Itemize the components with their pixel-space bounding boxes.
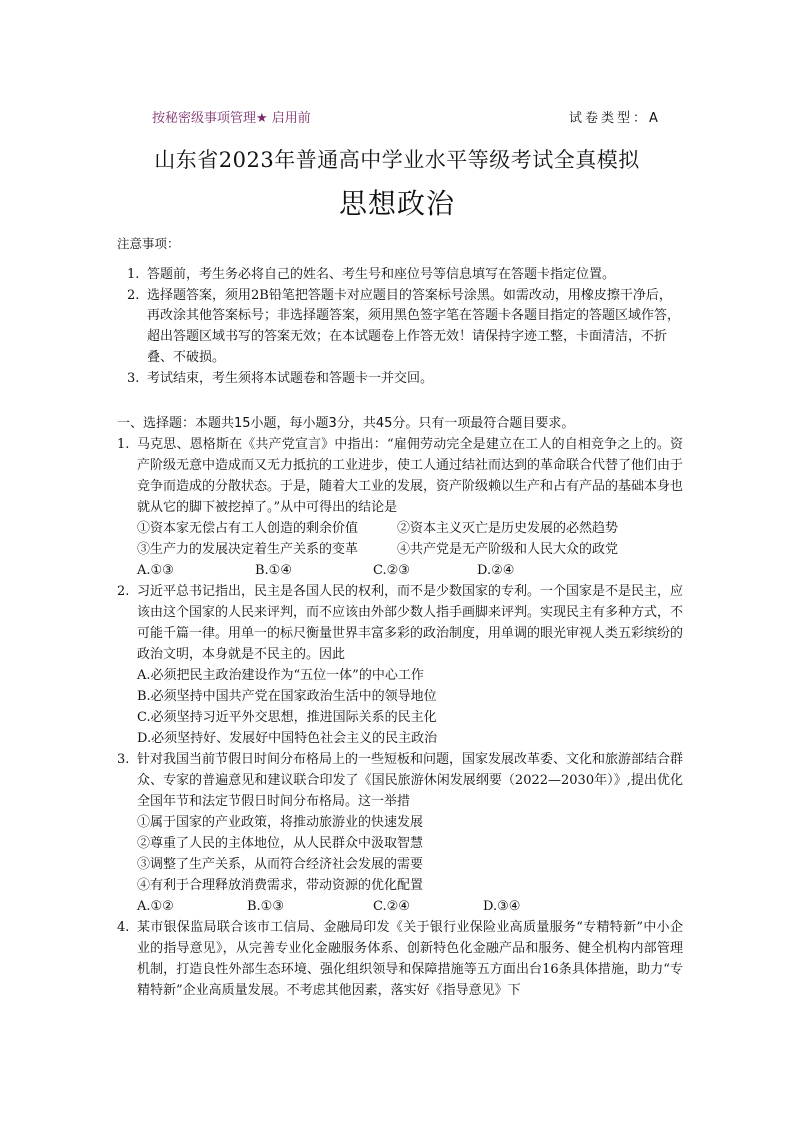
statement: ①资本家无偿占有工人创造的剩余价值 (137, 521, 359, 536)
notice-item (127, 369, 683, 390)
notice-number: 1. (127, 267, 140, 282)
notice-number: 2. (127, 287, 140, 303)
statement: ①属于国家的产业政策，将推动旅游业的快速发展 (137, 815, 424, 830)
question-number: 4. (117, 920, 130, 935)
option-d: D.②④ (477, 563, 515, 578)
options-row (137, 560, 683, 581)
statement: ②资本主义灭亡是历史发展的必然趋势 (397, 521, 619, 536)
notice-text: 考试结束，考生须将本试题卷和答题卡一并交回。 (147, 370, 434, 386)
option-b: B.①④ (255, 563, 292, 578)
notice-item (127, 286, 683, 369)
question-4 (117, 917, 683, 1001)
question-list (117, 434, 683, 1001)
notice-text: 选择题答案，须用2B铅笔把答题卡对应题目的答案标号涂黑。如需改动，用橡皮擦干净后，再改涂其他答案标号；非选择题答案，须用黑色签字笔在答题卡各题目指定的答题区域作答，超出答题区域书写的答案无效；在本试题卷上作答无效！请保持字迹工整，卡面清洁，不折叠、不破损。 (147, 287, 681, 365)
option-d: D.③④ (483, 899, 521, 914)
question-number: 1. (117, 437, 130, 452)
option-c: C.②③ (373, 563, 410, 578)
notice-number: 3. (127, 370, 140, 386)
question-stem: 习近平总书记指出，民主是各国人民的权利，而不是少数国家的专利。一个国家是不是民主，应该由这个国家的人民来评判，而不应该由外部少数人指手画脚来评判。实现民主有多种方式，不可能千篇一律。用单一的标尺衡量世界丰富多彩的政治制度，用单调的眼光审视人类五彩缤纷的政治文明，本身就是不民主的。因此 (137, 584, 684, 662)
confidentiality-label: 按秘密级事项管理★ 启用前 (152, 111, 311, 126)
notice-item (127, 265, 683, 286)
question-number: 2. (117, 584, 130, 599)
question-stem: 马克思、恩格斯在《共产党宣言》中指出：“雇佣劳动完全是建立在工人的自相竞争之上的。资产阶级无意中造成而又无力抵抗的工业进步，使工人通过结社而达到的革命联合代替了他们由于竞争而造成的分散状态。于是，随着大工业的发展，资产阶级赖以生产和占有产品的基础本身也就从它的脚下被挖掉了。”从中可得出的结论是 (137, 437, 684, 515)
option-a: A.必须把民主政治建设作为“五位一体”的中心工作 (137, 668, 424, 683)
statement: ②尊重了人民的主体地位，从人民群众中汲取智慧 (137, 836, 424, 851)
question-stem: 某市银保监局联合该市工信局、金融局印发《关于银行业保险业高质量服务“专精特新”中小企业的指导意见》，从完善专业化金融服务体系、创新特色化金融产品和服务、健全机构内部管理机制，打造良性外部生态环境、强化组织领导和保障措施等五方面出台16条具体措施，助力“专精特新”企业高质量发展。不考虑其他因素，落实好《指导意见》下 (137, 920, 683, 998)
option-c: C.必须坚持习近平外交思想，推进国际关系的民主化 (137, 710, 437, 725)
notice-text: 答题前，考生务必将自己的姓名、考生号和座位号等信息填写在答题卡指定位置。 (147, 267, 616, 282)
notice-list (127, 265, 683, 389)
notice-heading: 注意事项： (117, 236, 180, 251)
option-d: D.必须坚持好、发展好中国特色社会主义的民主政治 (137, 731, 438, 746)
question-stem: 针对我国当前节假日时间分布格局上的一些短板和问题，国家发展改革委、文化和旅游部结合群众、专家的普遍意见和建议联合印发了《国民旅游休闲发展纲要（2022—2030年）》,提出优化全国年节和法定节假日时间分布格局。这一举措 (137, 752, 684, 809)
question-2 (117, 581, 683, 749)
option-b: B.①③ (247, 899, 284, 914)
question-number: 3. (117, 752, 130, 767)
question-1 (117, 434, 683, 581)
option-a: A.①② (137, 899, 174, 914)
subject-title: 思想政治 (338, 187, 455, 220)
option-a: A.①③ (137, 563, 174, 578)
statement: ③生产力的发展决定着生产关系的变革 (137, 542, 359, 557)
question-3 (117, 749, 683, 917)
option-b: B.必须坚持中国共产党在国家政治生活中的领导地位 (137, 689, 437, 704)
options-row (137, 896, 683, 917)
statement: ④共产党是无产阶级和人民大众的政党 (397, 542, 619, 557)
statement-row (137, 518, 683, 539)
statement: ③调整了生产关系，从而符合经济社会发展的需要 (137, 857, 424, 872)
statement: ④有利于合理释放消费需求，带动资源的优化配置 (137, 878, 424, 893)
section-heading: 一、选择题：本题共15小题，每小题3分，共45分。只有一项最符合题目要求。 (117, 416, 575, 431)
exam-title: 山东省2023年普通高中学业水平等级考试全真模拟 (154, 148, 640, 172)
statement-row (137, 539, 683, 560)
option-c: C.②④ (373, 899, 410, 914)
paper-type-label: 试卷类型：A (569, 111, 661, 126)
